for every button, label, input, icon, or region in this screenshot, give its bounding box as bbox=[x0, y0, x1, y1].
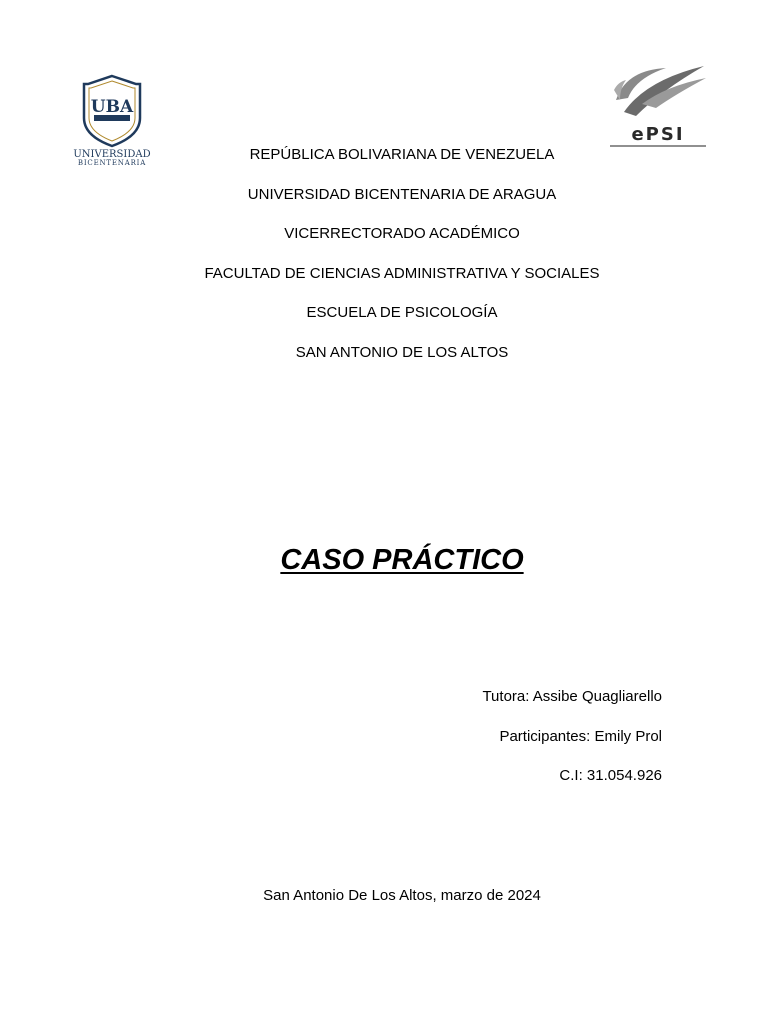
uba-line1: UNIVERSIDAD bbox=[73, 149, 151, 160]
place-date: San Antonio De Los Altos, marzo de 2024 bbox=[263, 887, 541, 904]
epsi-text: ePSI bbox=[631, 124, 685, 145]
epsi-logo bbox=[606, 60, 710, 150]
credits-block bbox=[482, 688, 662, 807]
uba-crest-text: UBA bbox=[90, 97, 134, 117]
id-line: C.I: 31.054.926 bbox=[559, 767, 662, 785]
header-line-school: ESCUELA DE PSICOLOGÍA bbox=[306, 304, 498, 322]
header-line-country: REPÚBLICA BOLIVARIANA DE VENEZUELA bbox=[249, 146, 555, 163]
uba-line2: BICENTENARIA bbox=[77, 159, 147, 166]
institution-header bbox=[0, 146, 768, 384]
header-line-university: UNIVERSIDAD BICENTENARIA DE ARAGUA bbox=[247, 185, 557, 203]
header-line-location: SAN ANTONIO DE LOS ALTOS bbox=[295, 343, 509, 361]
header-line-vice-rectorate: VICERRECTORADO ACADÉMICO bbox=[284, 225, 520, 243]
tutor-line: Tutora: Assibe Quagliarello bbox=[482, 688, 662, 705]
participants-line: Participantes: Emily Prol bbox=[499, 727, 662, 745]
document-title: CASO PRÁCTICO bbox=[280, 544, 524, 576]
epsi-swoosh-icon bbox=[606, 60, 710, 150]
header-line-faculty: FACULTAD DE CIENCIAS ADMINISTRATIVA Y SOCIALES bbox=[204, 264, 600, 282]
